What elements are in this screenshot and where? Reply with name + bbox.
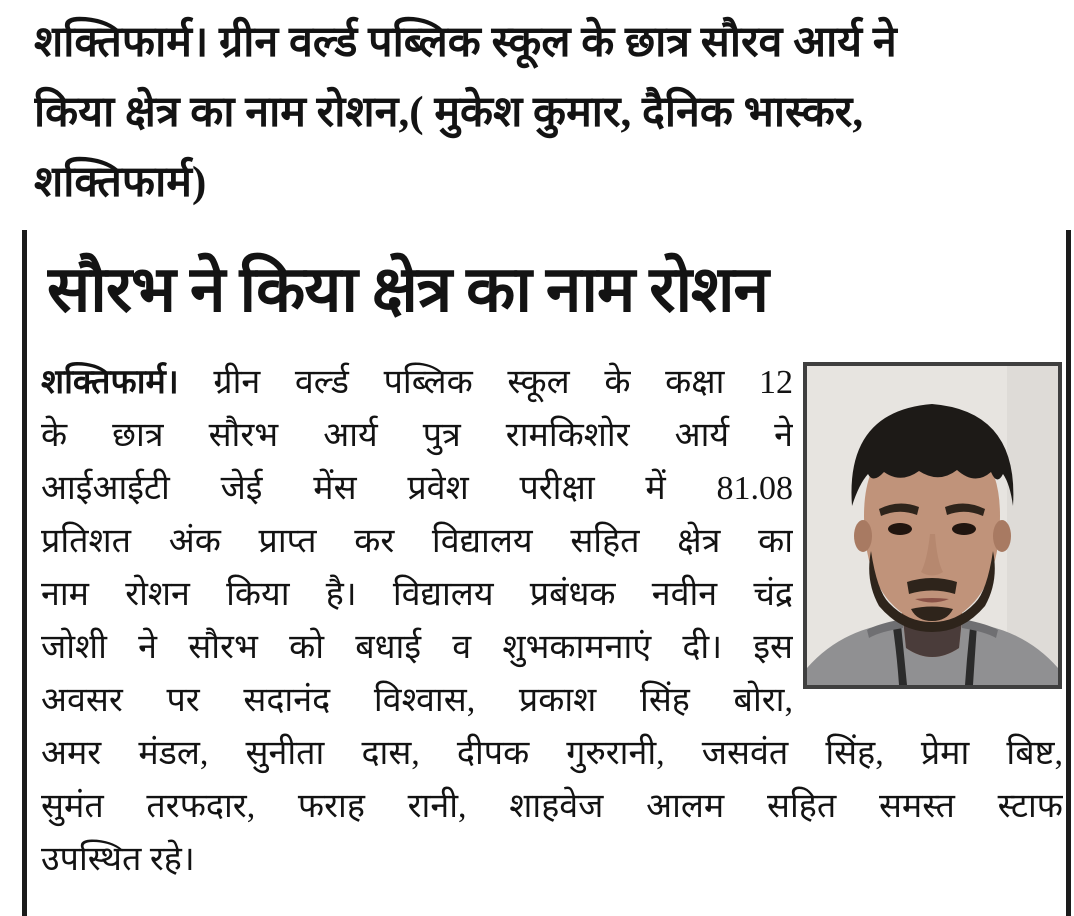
article-body <box>41 356 1065 886</box>
body-line: के छात्र सौरभ आर्य पुत्र रामकिशोर आर्य ने <box>41 417 793 454</box>
caption-line: शक्तिफार्म) <box>34 159 207 206</box>
body-line <box>41 356 793 409</box>
body-line-text: ग्रीन वर्ल्ड पब्लिक स्कूल के कक्षा 12 <box>213 364 793 401</box>
news-clipping <box>22 230 1071 916</box>
body-line: उपस्थित रहे। <box>41 841 195 878</box>
body-line: अवसर पर सदानंद विश्वास, प्रकाश सिंह बोरा, <box>41 682 793 719</box>
body-line: जोशी ने सौरभ को बधाई व शुभकामनाएं दी। इस <box>41 629 793 666</box>
dateline: शक्तिफार्म। <box>41 364 179 401</box>
article-headline: सौरभ ने किया क्षेत्र का नाम रोशन <box>47 254 769 325</box>
body-line: अमर मंडल, सुनीता दास, दीपक गुरुरानी, जसवंत सिंह, प्रेमा बिष्ट, <box>41 735 1063 772</box>
caption-line: शक्तिफार्म। ग्रीन वर्ल्ड पब्लिक स्कूल के छात्र सौरव आर्य ने <box>34 19 897 66</box>
photo-caption-block <box>34 8 1044 218</box>
body-line: प्रतिशत अंक प्राप्त कर विद्यालय सहित क्षेत्र का <box>41 523 793 560</box>
body-line: नाम रोशन किया है। विद्यालय प्रबंधक नवीन चंद्र <box>41 576 793 613</box>
body-line: आईआईटी जेई मेंस प्रवेश परीक्षा में 81.08 <box>41 470 793 507</box>
body-line: सुमंत तरफदार, फराह रानी, शाहवेज आलम सहित समस्त स्टाफ <box>41 788 1063 825</box>
caption-line: किया क्षेत्र का नाम रोशन,( मुकेश कुमार, दैनिक भास्कर, <box>34 89 864 136</box>
